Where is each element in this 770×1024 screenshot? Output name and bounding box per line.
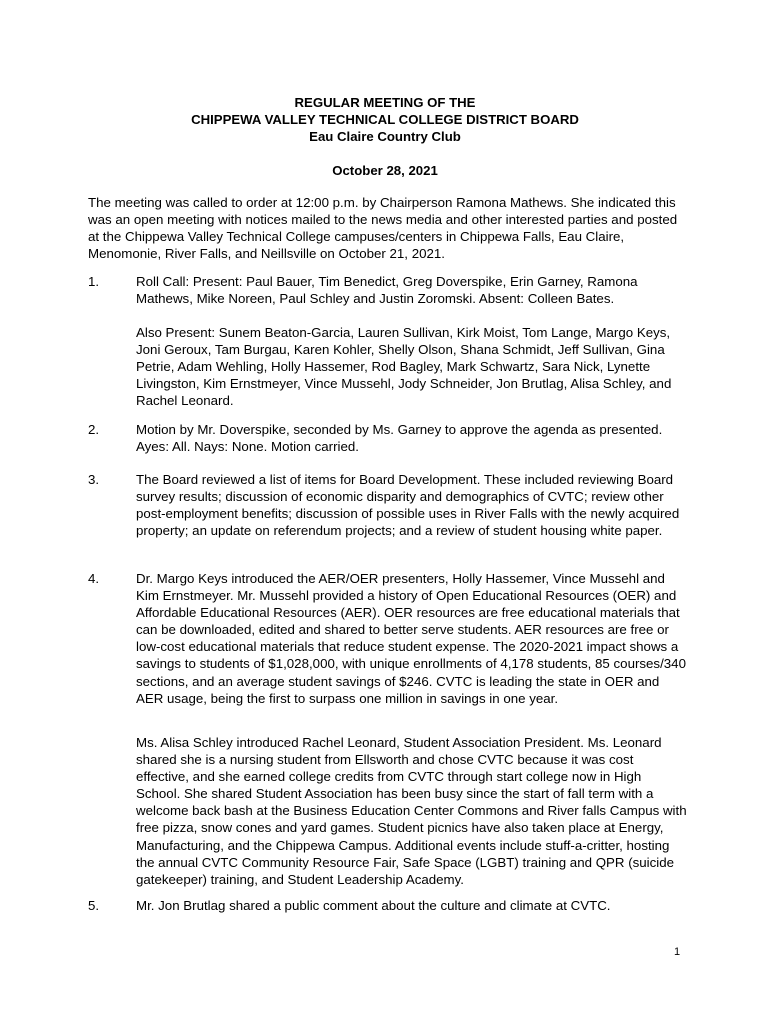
item-2-motion: Motion by Mr. Doverspike, seconded by Ms. Garney to approve the agenda as presented. Ayes: All. Nays: None. Motion carried. — [136, 422, 663, 455]
item-4-number: 4. — [88, 571, 100, 586]
item-4-student-association: Ms. Alisa Schley introduced Rachel Leonard, Student Association President. Ms. Leonard shared she is a nursing student from Ellsworth and chose CVTC because it was cost effective, and she earned college credits from CVTC through start college now in High School. She shared Student Association has been busy since the start of fall term with a welcome back bash at the Business Education Center Commons and River falls Campus with free pizza, snow cones and yard games. Student picnics have also taken place at Energy, Manufacturing, and the Chippewa Campus. Additional events include stuff-a-critter, hosting the annual CVTC Community Resource Fair, Safe Space (LGBT) training and QPR (suicide gatekeeper) training, and Student Leadership Academy. — [136, 735, 687, 887]
item-5-public-comment: Mr. Jon Brutlag shared a public comment about the culture and climate at CVTC. — [136, 898, 611, 913]
item-3-number: 3. — [88, 472, 100, 487]
item-4-aer-oer: Dr. Margo Keys introduced the AER/OER presenters, Holly Hassemer, Vince Mussehl and Kim Ernstmeyer. Mr. Mussehl provided a history of Open Educational Resources (OER) and Affordable Educational Resources (AER). OER resources are free educational materials that can be downloaded, edited and shared to better serve students. AER resources are free or low-cost educational materials that reduce student expense. The 2020-2021 impact shows a savings to students of $1,028,000, with unique enrollments of 4,178 students, 85 courses/340 sections, and an average student savings of $246. CVTC is leading the state in OER and AER usage, being the first to surpass one million in savings in one year. — [136, 571, 686, 706]
intro-paragraph: The meeting was called to order at 12:00 p.m. by Chairperson Ramona Mathews. She indicated this was an open meeting with notices mailed to the news media and other interested parties and posted at the Chippewa Valley Technical College campuses/centers in Chippewa Falls, Eau Claire, Menomonie, River Falls, and Neillsville on October 21, 2021. — [88, 195, 678, 262]
document-title: REGULAR MEETING OF THE — [294, 95, 476, 110]
board-name: CHIPPEWA VALLEY TECHNICAL COLLEGE DISTRICT BOARD — [191, 112, 579, 127]
item-2-number: 2. — [88, 422, 100, 437]
item-1-number: 1. — [88, 274, 100, 289]
meeting-date: October 28, 2021 — [332, 163, 438, 178]
meeting-location: Eau Claire Country Club — [309, 129, 461, 144]
page-number: 1 — [674, 946, 681, 958]
item-5-number: 5. — [88, 898, 100, 913]
item-1-roll-call: Roll Call: Present: Paul Bauer, Tim Benedict, Greg Doverspike, Erin Garney, Ramona Mathews, Mike Noreen, Paul Schley and Justin Zoromski. Absent: Colleen Bates. — [136, 274, 638, 307]
item-3-board-development: The Board reviewed a list of items for Board Development. These included reviewing Board survey results; discussion of economic disparity and demographics of CVTC; review other post-employment benefits; discussion of possible uses in River Falls with the newly acquired property; an update on referendum projects; and a review of student housing white paper. — [136, 472, 680, 539]
item-1-also-present: Also Present: Sunem Beaton-Garcia, Lauren Sullivan, Kirk Moist, Tom Lange, Margo Keys, Joni Geroux, Tam Burgau, Karen Kohler, Shelly Olson, Shana Schmidt, Jeff Sullivan, Gina Petrie, Adam Wehling, Holly Hassemer, Rod Bagley, Mark Schwartz, Sara Nick, Lynette Livingston, Kim Ernstmeyer, Vince Mussehl, Jody Schneider, Jon Brutlag, Alisa Schley, and Rachel Leonard. — [136, 325, 672, 409]
